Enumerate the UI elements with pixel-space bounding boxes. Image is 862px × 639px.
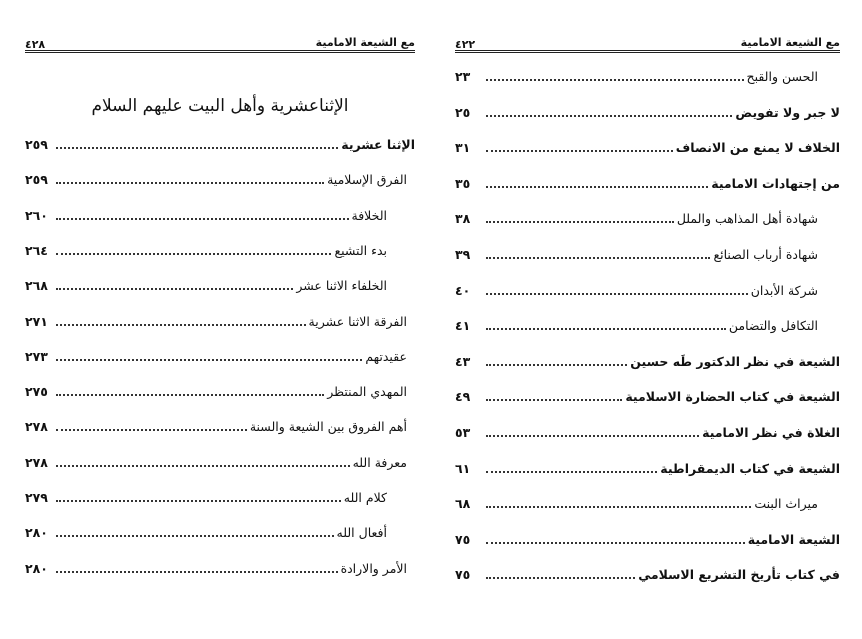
header-page-number: ٤٢٨ bbox=[25, 38, 46, 51]
toc-entry bbox=[25, 454, 415, 474]
dot-leader bbox=[56, 383, 324, 396]
toc-entry bbox=[455, 424, 840, 444]
entry-page-number: ٢٦٠ bbox=[25, 207, 48, 223]
toc-entry bbox=[25, 489, 415, 509]
entry-page-number: ٢٧١ bbox=[25, 313, 48, 329]
entry-label: من إجتهادات الامامية bbox=[711, 175, 840, 191]
entry-label: أفعال الله bbox=[336, 525, 387, 541]
entry-page-number: ٢٦٨ bbox=[25, 278, 48, 294]
header-title: مع الشيعة الامامية bbox=[740, 36, 840, 49]
entry-page-number: ٦١ bbox=[455, 460, 471, 476]
entry-label: الفرقة الاثنا عشرية bbox=[308, 313, 407, 329]
entry-label: معرفة الله bbox=[352, 454, 407, 470]
entry-page-number: ٣١ bbox=[455, 140, 471, 156]
toc-entry bbox=[25, 524, 415, 544]
right-page bbox=[455, 0, 840, 639]
section-title: الإثناعشرية وأهل البيت عليهم السلام bbox=[91, 96, 349, 116]
entry-label: الخلافة bbox=[351, 207, 387, 223]
entry-page-number: ٢٥٩ bbox=[25, 137, 48, 152]
toc-entry bbox=[25, 348, 415, 368]
dot-leader bbox=[56, 418, 247, 431]
entry-label: الخلفاء الاثنا عشر bbox=[296, 278, 387, 294]
dot-leader bbox=[486, 531, 745, 544]
toc-entry bbox=[455, 353, 840, 373]
entry-label: الإثنا عشرية bbox=[341, 137, 415, 152]
dot-leader bbox=[486, 317, 726, 330]
dot-leader bbox=[56, 242, 331, 255]
toc-entry bbox=[455, 282, 840, 302]
dot-leader bbox=[56, 348, 362, 361]
entry-label: الشيعة الامامية bbox=[747, 531, 840, 547]
dot-leader bbox=[486, 566, 635, 579]
running-header bbox=[25, 36, 415, 53]
entry-page-number: ٣٩ bbox=[455, 247, 471, 262]
header-title: مع الشيعة الامامية bbox=[315, 36, 415, 49]
entry-label: كلام الله bbox=[343, 490, 387, 505]
toc-entry bbox=[25, 207, 415, 227]
entry-label: بدء التشيع bbox=[334, 242, 387, 258]
dot-leader bbox=[56, 277, 293, 290]
toc-entry bbox=[25, 560, 415, 580]
entry-page-number: ٤٣ bbox=[455, 353, 471, 369]
toc-entry bbox=[455, 388, 840, 408]
dot-leader bbox=[486, 460, 657, 473]
dot-leader bbox=[486, 104, 732, 117]
entry-label: شركة الأبدان bbox=[750, 282, 818, 298]
entry-page-number: ٢٥٩ bbox=[25, 172, 48, 188]
dot-leader bbox=[56, 171, 324, 184]
left-page bbox=[25, 0, 415, 639]
toc-entry bbox=[455, 210, 840, 230]
running-header bbox=[455, 36, 840, 53]
entry-page-number: ٢٦٤ bbox=[25, 242, 48, 258]
toc-entry bbox=[25, 171, 415, 191]
dot-leader bbox=[486, 68, 744, 81]
dot-leader bbox=[56, 207, 349, 220]
toc-entry bbox=[455, 317, 840, 337]
toc-entry bbox=[455, 495, 840, 515]
toc-entry bbox=[455, 531, 840, 551]
entry-page-number: ٥٣ bbox=[455, 425, 471, 440]
dot-leader bbox=[486, 246, 710, 259]
dot-leader bbox=[56, 454, 350, 467]
entry-page-number: ٤٠ bbox=[455, 282, 471, 298]
toc-entry bbox=[25, 383, 415, 403]
entry-label: لا جبر ولا تفويض bbox=[735, 104, 840, 120]
entry-label: الشيعة في كتاب الحضارة الاسلامية bbox=[625, 389, 840, 405]
entry-label: شهادة أرباب الصنائع bbox=[713, 247, 818, 262]
entry-page-number: ٤١ bbox=[455, 318, 471, 334]
entry-label: التكافل والتضامن bbox=[728, 318, 818, 334]
entry-page-number: ٣٥ bbox=[455, 175, 471, 191]
entry-page-number: ٢٧٣ bbox=[25, 348, 48, 364]
dot-leader bbox=[56, 489, 341, 502]
toc-entry bbox=[25, 277, 415, 297]
toc-entry bbox=[455, 139, 840, 159]
dot-leader bbox=[486, 353, 627, 366]
dot-leader bbox=[486, 210, 674, 223]
toc-entry bbox=[455, 246, 840, 266]
dot-leader bbox=[486, 175, 708, 188]
entry-label: أهم الفروق بين الشيعة والسنة bbox=[249, 419, 407, 435]
entry-page-number: ٦٨ bbox=[455, 496, 471, 512]
entry-label: الغلاة في نظر الامامية bbox=[702, 425, 840, 440]
entry-page-number: ٢٧٨ bbox=[25, 419, 48, 435]
toc-entry bbox=[455, 175, 840, 195]
entry-page-number: ٣٨ bbox=[455, 211, 471, 227]
header-page-number: ٤٢٢ bbox=[455, 38, 476, 51]
entry-page-number: ٢٥ bbox=[455, 104, 471, 120]
toc-entry bbox=[455, 104, 840, 124]
entry-page-number: ٢٨٠ bbox=[25, 560, 48, 576]
toc-entry bbox=[455, 460, 840, 480]
dot-leader bbox=[486, 424, 699, 437]
dot-leader bbox=[486, 495, 751, 508]
entry-label: ميراث البنت bbox=[754, 496, 818, 512]
toc-entry bbox=[455, 68, 840, 88]
entry-label: الشيعة في كتاب الديمقراطية bbox=[660, 460, 840, 476]
entry-label: الخلاف لا يمنع من الانصاف bbox=[675, 140, 840, 156]
entry-label: المهدي المنتظر bbox=[327, 384, 407, 400]
entry-label: شهادة أهل المذاهب والملل bbox=[676, 211, 818, 227]
entry-label: الحسن والقبح bbox=[746, 69, 818, 84]
dot-leader bbox=[56, 560, 338, 573]
toc-entry bbox=[25, 242, 415, 262]
dot-leader bbox=[486, 282, 748, 295]
dot-leader bbox=[486, 139, 673, 152]
entry-label: عقيدتهم bbox=[365, 348, 407, 364]
entry-page-number: ٢٧٥ bbox=[25, 384, 48, 400]
entry-page-number: ٢٨٠ bbox=[25, 525, 48, 541]
entry-page-number: ٧٥ bbox=[455, 531, 471, 547]
entry-page-number: ٤٩ bbox=[455, 389, 471, 405]
entry-page-number: ٧٥ bbox=[455, 567, 471, 583]
entry-label: الأمر والارادة bbox=[340, 560, 407, 576]
toc-entry bbox=[25, 313, 415, 333]
dot-leader bbox=[56, 313, 306, 326]
entry-page-number: ٢٣ bbox=[455, 69, 471, 84]
entry-label: الشيعة في نظر الدكتور طَه حسين bbox=[630, 353, 840, 369]
toc-entry bbox=[455, 566, 840, 586]
dot-leader bbox=[486, 388, 622, 401]
toc-entry bbox=[25, 136, 415, 156]
entry-page-number: ٢٧٩ bbox=[25, 490, 48, 505]
dot-leader bbox=[56, 136, 338, 149]
entry-page-number: ٢٧٨ bbox=[25, 454, 48, 470]
toc-entry bbox=[25, 418, 415, 438]
entry-label: الفرق الإسلامية bbox=[327, 172, 407, 188]
entry-label: في كتاب تأريخ التشريع الاسلامي bbox=[638, 567, 840, 583]
dot-leader bbox=[56, 524, 334, 537]
